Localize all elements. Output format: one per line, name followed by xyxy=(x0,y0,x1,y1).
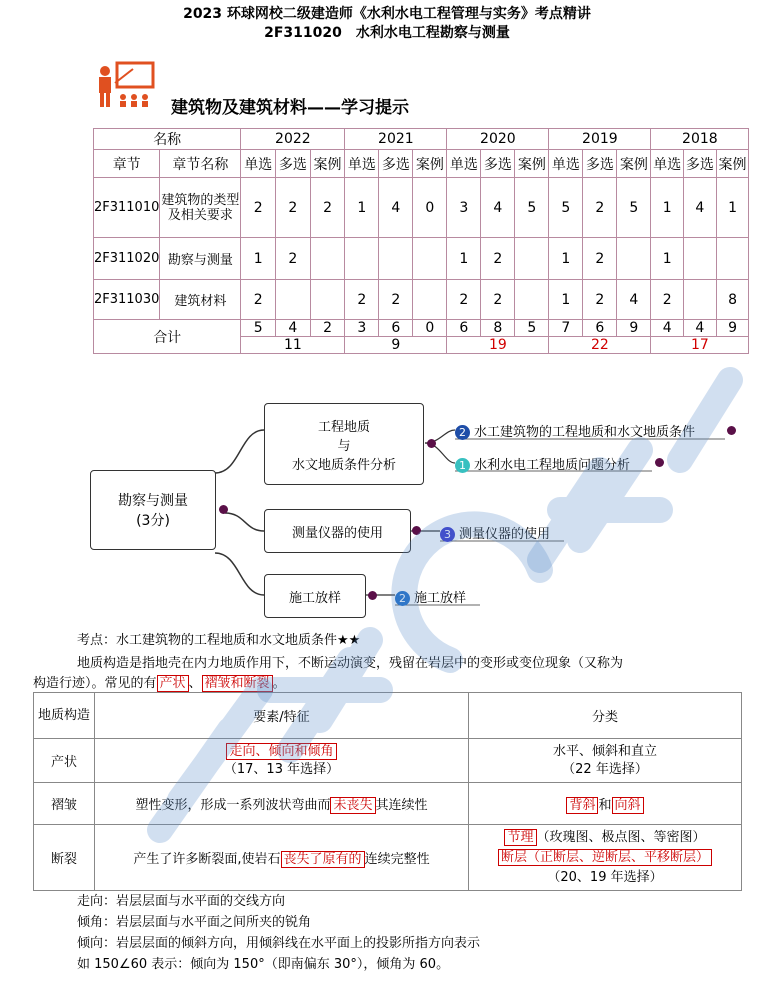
cell: 1 xyxy=(345,178,379,238)
cell xyxy=(684,280,717,320)
total-cell: 9 xyxy=(617,320,651,337)
table-row xyxy=(34,783,742,825)
year-total: 17 xyxy=(651,337,749,354)
cell xyxy=(515,280,549,320)
keyword-highlight: 未丧失 xyxy=(330,797,375,814)
total-cell: 3 xyxy=(345,320,379,337)
mindmap-branch-geology xyxy=(264,403,424,485)
kaodian-line: 考点：水工建筑物的工程地质和水文地质条件★★ xyxy=(77,633,361,648)
cell: 2 xyxy=(310,178,345,238)
mindmap-branch-setout xyxy=(264,574,366,618)
branch-node-dot xyxy=(368,591,377,600)
total-cell: 6 xyxy=(447,320,481,337)
table-row xyxy=(94,178,749,238)
cell: 2 xyxy=(276,238,311,280)
cell: 1 xyxy=(241,238,276,280)
cell: 1 xyxy=(716,178,749,238)
cell: 4 xyxy=(481,178,515,238)
cell: 2 xyxy=(583,280,617,320)
keyword-highlight: 节理 xyxy=(504,829,536,846)
total-cell: 7 xyxy=(549,320,583,337)
type-header: 单选 xyxy=(241,150,276,178)
chapter-name: 建筑物的类型及相关要求 xyxy=(160,178,241,238)
class-text: 水平、倾斜和直立 xyxy=(552,743,657,759)
row-name: 产状 xyxy=(34,739,95,783)
chapter-name-col-header: 章节名称 xyxy=(160,150,241,178)
cell: 2 xyxy=(345,280,379,320)
type-header: 案例 xyxy=(310,150,345,178)
type-header: 单选 xyxy=(345,150,379,178)
branch-node-dot xyxy=(219,505,228,514)
year-total: 22 xyxy=(549,337,651,354)
totals-row xyxy=(94,320,749,337)
cell: 2 xyxy=(241,178,276,238)
total-cell: 4 xyxy=(651,320,684,337)
root-label: 勘察与测量 xyxy=(118,493,188,509)
paragraph-line: 地质构造是指地壳在内力地质作用下，不断运动演变，残留在岩层中的变形或变位现象（又称为 xyxy=(77,656,624,671)
keyword-highlight: 背斜 xyxy=(566,797,598,814)
row-class xyxy=(469,783,742,825)
cell: 2 xyxy=(241,280,276,320)
cell xyxy=(716,238,749,280)
branch-label: 水文地质条件分析 xyxy=(291,457,396,473)
definition-line: 走向：岩层层面与水平面的交线方向 xyxy=(77,894,286,909)
total-cell: 2 xyxy=(310,320,345,337)
count-badge: 3 xyxy=(440,527,455,542)
table-row xyxy=(94,280,749,320)
cell: 3 xyxy=(447,178,481,238)
mindmap-branch-survey xyxy=(264,509,411,553)
definition-line: 倾角：岩层层面与水平面之间所夹的锐角 xyxy=(77,915,312,930)
count-badge: 2 xyxy=(395,591,410,606)
mindmap-leaf xyxy=(440,523,550,542)
cell: 0 xyxy=(413,178,447,238)
root-score: (3分) xyxy=(136,513,170,529)
year-total: 19 xyxy=(447,337,549,354)
row-feature xyxy=(95,825,469,891)
cell: 5 xyxy=(549,178,583,238)
total-cell: 9 xyxy=(716,320,749,337)
leaf-end-dot xyxy=(727,426,736,435)
conjunction: 和 xyxy=(598,798,612,813)
mindmap-root xyxy=(90,470,216,550)
cell: 1 xyxy=(447,238,481,280)
branch-label: 测量仪器的使用 xyxy=(291,525,383,541)
cell: 2 xyxy=(481,238,515,280)
geology-structure-table xyxy=(33,692,742,891)
cell: 1 xyxy=(651,238,684,280)
table-row xyxy=(94,238,749,280)
cell xyxy=(310,280,345,320)
type-header: 多选 xyxy=(379,150,413,178)
keyword-highlight: 向斜 xyxy=(612,797,644,814)
cell xyxy=(276,280,311,320)
definition-line: 如 150∠60 表示：倾向为 150°（即南偏东 30°），倾角为 60。 xyxy=(77,957,450,972)
branch-node-dot xyxy=(427,439,436,448)
cell xyxy=(413,280,447,320)
year-header: 2022 xyxy=(241,129,345,150)
cell xyxy=(413,238,447,280)
feature-text: 塑性变形，形成一系列波状弯曲而 xyxy=(135,798,331,813)
keyword-highlight: 产状 xyxy=(157,675,189,692)
leaf-end-dot xyxy=(655,458,664,467)
chapter-code: 2F311020 xyxy=(94,238,160,280)
year-header: 2020 xyxy=(447,129,549,150)
cell: 1 xyxy=(651,178,684,238)
type-header: 案例 xyxy=(413,150,447,178)
keyword-highlight: 断层（正断层、逆断层、平移断层） xyxy=(498,849,712,866)
type-header: 案例 xyxy=(515,150,549,178)
year-note: （17、13 年选择） xyxy=(223,761,340,777)
leaf-label: 测量仪器的使用 xyxy=(459,527,551,542)
keyword-highlight: 丧失了原有的 xyxy=(281,851,365,868)
row-feature xyxy=(95,783,469,825)
leaf-label: 施工放样 xyxy=(414,591,467,606)
type-header: 案例 xyxy=(716,150,749,178)
cell: 2 xyxy=(583,238,617,280)
feature-text: 产生了许多断裂面,使岩石 xyxy=(133,852,281,867)
paragraph-end: 。 xyxy=(272,676,286,691)
chapter-col-header: 章节 xyxy=(94,150,160,178)
name-header: 名称 xyxy=(94,129,241,150)
paragraph-text: 构造行迹）。常见的有 xyxy=(33,676,157,691)
table-row xyxy=(34,739,742,783)
total-cell: 6 xyxy=(583,320,617,337)
year-header: 2021 xyxy=(345,129,447,150)
type-header: 单选 xyxy=(651,150,684,178)
chapter-code: 2F311030 xyxy=(94,280,160,320)
cell xyxy=(379,238,413,280)
chapter-name: 建筑材料 xyxy=(160,280,241,320)
total-cell: 4 xyxy=(684,320,717,337)
type-header: 多选 xyxy=(276,150,311,178)
teacher-presentation-icon xyxy=(95,61,157,111)
row-class xyxy=(469,825,742,891)
year-note: （20、19 年选择） xyxy=(547,869,663,885)
year-total: 11 xyxy=(241,337,345,354)
cell: 2 xyxy=(276,178,311,238)
cell: 2 xyxy=(379,280,413,320)
exam-summary-table xyxy=(93,128,749,354)
doc-header-line2: 2F311020 水利水电工程勘察与测量 xyxy=(264,25,510,41)
definition-line: 倾向：岩层层面的倾斜方向，用倾斜线在水平面上的投影所指方向表示 xyxy=(77,936,481,951)
cell: 2 xyxy=(651,280,684,320)
year-note: （22 年选择） xyxy=(562,761,648,777)
cell: 1 xyxy=(549,280,583,320)
type-header: 多选 xyxy=(481,150,515,178)
cell: 5 xyxy=(515,178,549,238)
chapter-code: 2F311010 xyxy=(94,178,160,238)
cell: 2 xyxy=(481,280,515,320)
total-cell: 8 xyxy=(481,320,515,337)
cell xyxy=(617,238,651,280)
total-cell: 4 xyxy=(276,320,311,337)
cell: 4 xyxy=(617,280,651,320)
year-total: 9 xyxy=(345,337,447,354)
col-header: 分类 xyxy=(469,693,742,739)
total-label: 合计 xyxy=(94,320,241,354)
row-name: 断裂 xyxy=(34,825,95,891)
total-cell: 0 xyxy=(413,320,447,337)
cell xyxy=(310,238,345,280)
chapter-name: 勘察与测量 xyxy=(160,238,241,280)
total-cell: 6 xyxy=(379,320,413,337)
mindmap-leaf xyxy=(395,587,466,606)
total-cell: 5 xyxy=(515,320,549,337)
col-header: 要素/特征 xyxy=(95,693,469,739)
cell: 4 xyxy=(379,178,413,238)
type-header: 单选 xyxy=(447,150,481,178)
paragraph-line xyxy=(33,675,286,693)
cell xyxy=(684,238,717,280)
count-badge: 2 xyxy=(455,425,470,440)
separator: 、 xyxy=(188,676,202,691)
count-badge: 1 xyxy=(455,458,470,473)
col-header: 地质构造 xyxy=(34,693,95,739)
cell: 2 xyxy=(583,178,617,238)
row-feature xyxy=(95,739,469,783)
table-row xyxy=(34,825,742,891)
feature-text: 连续完整性 xyxy=(364,852,430,867)
branch-label: 施工放样 xyxy=(288,590,341,606)
section-title: 建筑物及建筑材料——学习提示 xyxy=(171,98,409,118)
cell: 4 xyxy=(684,178,717,238)
row-name: 褶皱 xyxy=(34,783,95,825)
type-header: 单选 xyxy=(549,150,583,178)
cell: 5 xyxy=(617,178,651,238)
feature-text: 其连续性 xyxy=(375,798,428,813)
mindmap-leaf xyxy=(455,421,695,440)
branch-node-dot xyxy=(412,526,421,535)
year-header: 2019 xyxy=(549,129,651,150)
keyword-highlight: 走向、倾向和倾角 xyxy=(226,743,336,760)
cell xyxy=(345,238,379,280)
branch-label: 工程地质 xyxy=(317,419,370,435)
cell xyxy=(515,238,549,280)
year-header: 2018 xyxy=(651,129,749,150)
type-header: 多选 xyxy=(684,150,717,178)
mindmap-leaf xyxy=(455,454,630,473)
cell: 2 xyxy=(447,280,481,320)
type-header: 多选 xyxy=(583,150,617,178)
cell: 1 xyxy=(549,238,583,280)
leaf-label: 水利水电工程地质问题分析 xyxy=(474,458,631,473)
branch-label: 与 xyxy=(337,438,351,454)
keyword-highlight: 褶皱和断裂 xyxy=(202,675,273,692)
type-header: 案例 xyxy=(617,150,651,178)
row-class xyxy=(469,739,742,783)
total-cell: 5 xyxy=(241,320,276,337)
class-text: （玫瑰图、极点图、等密图） xyxy=(536,829,706,845)
cell: 8 xyxy=(716,280,749,320)
leaf-label: 水工建筑物的工程地质和水文地质条件 xyxy=(474,425,696,440)
doc-header-line1: 2023 环球网校二级建造师《水利水电工程管理与实务》考点精讲 xyxy=(183,6,591,22)
